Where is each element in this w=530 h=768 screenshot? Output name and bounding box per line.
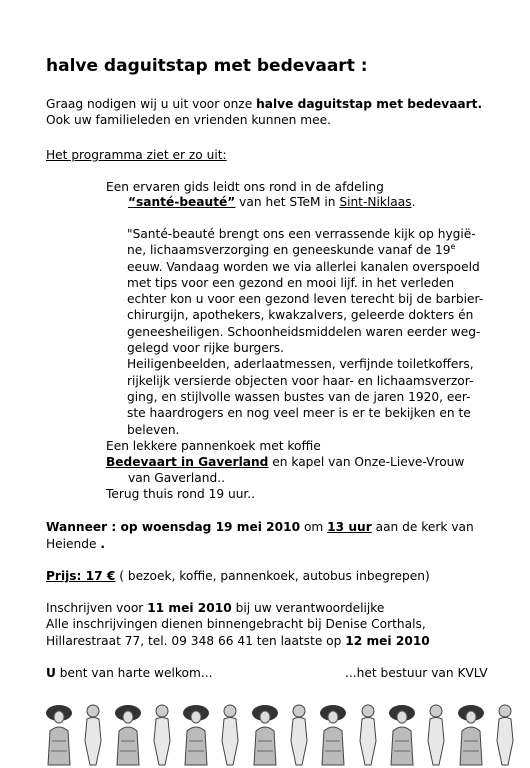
welkom-line — [46, 666, 212, 681]
sante-mid-text: van het STeM in — [235, 195, 340, 209]
lady-figure-icon — [215, 701, 245, 767]
lady-bust-icon — [250, 701, 280, 767]
inschrijven-line-3 — [46, 634, 430, 649]
programma-heading: Het programma ziet er zo uit: — [46, 148, 227, 162]
quote-line: met tips voor een gezond en mooi lijf. in het verleden — [127, 275, 455, 290]
sint-niklaas-place: Sint-Niklaas — [339, 195, 412, 209]
prijs-bold: Prijs: 17 € — [46, 569, 116, 583]
quote-line: eeuw. Vandaag worden we via allerlei kanalen overspoeld — [127, 259, 480, 274]
lady-bust-icon — [44, 701, 74, 767]
wanneer-place: Heiende — [46, 537, 101, 551]
lady-figure-icon — [147, 701, 177, 767]
intro-line-2: Ook uw familieleden en vrienden kunnen mee. — [46, 113, 332, 127]
lady-figure-icon — [490, 701, 520, 767]
superscript-e: e — [450, 242, 456, 252]
inschrijven-line-1 — [46, 601, 384, 616]
lady-figure-icon — [284, 701, 314, 767]
sante-description — [127, 226, 527, 438]
inschrijven-line-2: Alle inschrijvingen dienen binnengebracht bij Denise Corthals, — [46, 617, 426, 631]
quote-line: chirurgijn, apothekers, kwakzalvers, geleerde dokters én — [127, 308, 474, 323]
lady-bust-icon — [456, 701, 486, 767]
decorative-figures-border — [44, 697, 520, 767]
wanneer-line-1 — [46, 520, 474, 535]
lady-bust-icon — [181, 701, 211, 767]
lady-bust-icon — [387, 701, 417, 767]
quote-line: ging, en stijlvolle wassen bustes van de jaren 1920, eer- — [127, 389, 471, 404]
lady-figure-icon — [78, 701, 108, 767]
prijs-rest: ( bezoek, koffie, pannenkoek, autobus inbegrepen) — [115, 569, 430, 583]
inschrijven-deadline: 12 mei 2010 — [345, 634, 430, 648]
wanneer-line-2 — [46, 537, 105, 552]
bedevaart-text: en kapel van Onze-Lieve-Vrouw — [268, 455, 465, 469]
program-terug: Terug thuis rond 19 uur.. — [106, 487, 256, 501]
welkom-u: U — [46, 666, 56, 680]
bedevaart-title: Bedevaart in Gaverland — [106, 455, 269, 469]
quote-line: Heiligenbeelden, aderlaatmessen, verfijnde toiletkoffers, — [127, 357, 474, 372]
page-title: halve daguitstap met bedevaart : — [46, 56, 368, 76]
inschrijven-address: Hillarestraat 77, tel. 09 348 66 41 ten laatste op — [46, 634, 346, 648]
welkom-text: bent van harte welkom... — [55, 666, 213, 680]
program-gids: Een ervaren gids leidt ons rond in de afdeling — [106, 180, 384, 194]
quote-line — [127, 242, 527, 258]
program-bedevaart — [106, 455, 464, 470]
program-pannenkoek: Een lekkere pannenkoek met koffie — [106, 439, 321, 453]
inschrijven-date: 11 mei 2010 — [147, 601, 232, 615]
inschrijven-pre: Inschrijven voor — [46, 601, 148, 615]
lady-bust-icon — [318, 701, 348, 767]
intro-bold-text: halve daguitstap met bedevaart. — [256, 97, 483, 111]
quote-line: echter kon u voor een gezond leven terecht bij de barbier- — [127, 292, 484, 307]
wanneer-dot: . — [100, 537, 106, 551]
quote-line: beleven. — [127, 422, 180, 437]
sante-end: . — [411, 195, 416, 209]
quote-line: ste haardrogers en nog veel meer is er te bekijken en te — [127, 406, 471, 421]
quote-line: rijkelijk versierde objecten voor haar- en lichaamsverzor- — [127, 373, 474, 388]
program-bedevaart-2: van Gaverland.. — [128, 471, 225, 485]
bestuur-signature: ...het bestuur van KVLV — [345, 666, 488, 680]
lady-bust-icon — [113, 701, 143, 767]
quote-line: "Santé-beauté brengt ons een verrassende kijk op hygië- — [127, 227, 476, 241]
lady-figure-icon — [353, 701, 383, 767]
wanneer-uur: 13 uur — [327, 520, 372, 534]
lady-figure-icon — [421, 701, 451, 767]
wanneer-bold: Wanneer : op woensdag 19 mei 2010 — [46, 520, 301, 534]
intro-line-1 — [46, 97, 482, 112]
sante-beaute-title: “santé-beauté” — [128, 195, 236, 209]
quote-line: geneesheiligen. Schoonheidsmiddelen waren eerder weg- — [127, 324, 481, 339]
wanneer-om: om — [300, 520, 328, 534]
program-sante — [128, 195, 415, 210]
prijs-line — [46, 569, 430, 584]
wanneer-rest: aan de kerk van — [371, 520, 474, 534]
quote-line-text: ne, lichaamsverzorging en geneeskunde vanaf de 19 — [127, 243, 451, 258]
quote-line: gelegd voor rijke burgers. — [127, 341, 284, 356]
inschrijven-post: bij uw verantwoordelijke — [231, 601, 385, 615]
intro-text: Graag nodigen wij u uit voor onze — [46, 97, 257, 111]
